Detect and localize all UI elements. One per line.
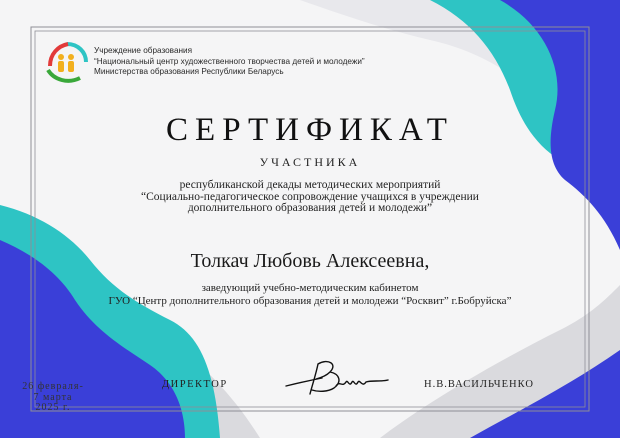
recipient-position xyxy=(60,282,560,308)
event-dates xyxy=(8,382,98,414)
position-line: ГУО “Центр дополнительного образования детей и молодежи “Росквит” г.Бобруйска” xyxy=(108,295,512,307)
organization-line: Министерства образования Республики Беларусь xyxy=(94,67,284,76)
director-name: Н.В.ВАСИЛЬЧЕНКО xyxy=(424,379,534,390)
date-line: 7 марта xyxy=(33,391,73,403)
recipient-name: Толкач Любовь Алексеевна, xyxy=(190,250,430,272)
director-signature xyxy=(282,352,392,400)
event-line: “Социально-педагогическое сопровождение учащихся в учреждении xyxy=(141,190,479,203)
organization-line: “Национальный центр художественного творчества детей и молодежи” xyxy=(94,56,365,66)
org-logo-icon xyxy=(44,40,90,86)
event-description xyxy=(90,180,530,215)
position-line: заведующий учебно-методическим кабинетом xyxy=(201,282,419,294)
organization-name xyxy=(94,46,365,78)
date-line: 2025 г. xyxy=(35,402,71,413)
event-line: дополнительного образования детей и молодежи” xyxy=(187,202,433,214)
event-line: республиканской декады методических мероприятий xyxy=(179,179,441,191)
certificate-subtitle: УЧАСТНИКА xyxy=(259,155,361,169)
director-label: ДИРЕКТОР xyxy=(162,379,228,390)
certificate-title: СЕРТИФИКАТ xyxy=(166,112,454,148)
organization-line: Учреждение образования xyxy=(94,46,193,55)
header xyxy=(44,40,464,90)
date-line: 26 февраля- xyxy=(22,381,84,392)
